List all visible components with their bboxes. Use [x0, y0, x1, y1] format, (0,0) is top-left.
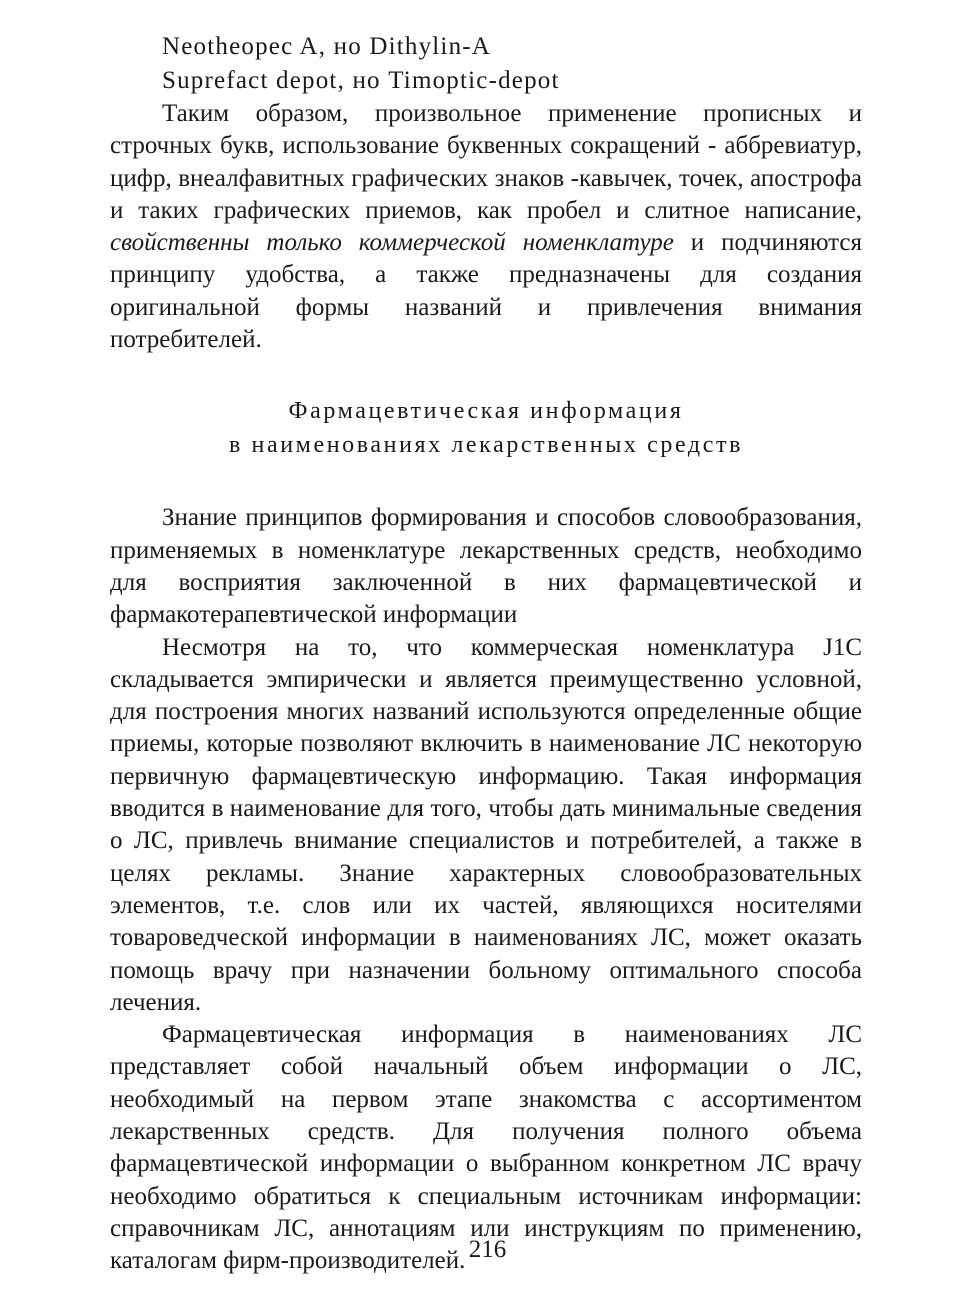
paragraph-summary: [110, 98, 862, 356]
example-line-1: Neotheopec A, но Dithylin-A: [162, 33, 492, 60]
paragraph-summary-italic: свойственны только коммерческой номенклатуре: [110, 229, 674, 257]
page-number: 216: [468, 1236, 507, 1263]
paragraph-knowledge: Знание принципов формирования и способов словообразования, применяемых в номенклатуре лекарственных средств, необходимо для восприятия заключенной в них фармацевтической и фармакотерапевтической информации: [110, 504, 862, 629]
paragraph-pharma-info: Фармацевтическая информация в наименованиях ЛС представляет собой начальный объем информации о ЛС, необходимый на первом этапе знакомства с ассортиментом лекарственных средств. Для получения полного объема фармацевтической информации о выбранном конкретном ЛС врачу необходимо обратиться к специальным источникам информации: справочникам ЛС, аннотациям или инструкциям по применению, каталогам фирм-производителей.: [110, 1021, 862, 1275]
example-line-2: Suprefact depot, но Timoptic-depot: [162, 67, 560, 94]
paragraph-summary-text-2: и подчиняются принципу удобства, а также предназначены для создания оригинальной формы названий и привлечения внимания потребителей.: [110, 229, 862, 354]
paragraph-nomenclature: Несмотря на то, что коммерческая номенклатура J1C складывается эмпирически и является преимущественно условной, для построения многих названий используются определенные общие приемы, которые позволяют включить в наименование ЛС некоторую первичную фармацевтическую информацию. Такая информация вводится в наименование для того, чтобы дать минимальные сведения о ЛС, привлечь внимание специалистов и потребителей, а также в целях рекламы. Знание характерных словообразовательных элементов, т.е. слов или их частей, являющихся носителями товароведческой информации в наименованиях ЛС, может оказать помощь врачу при назначении больному оптимального способа лечения.: [110, 633, 862, 1016]
document-page: [110, 30, 862, 1278]
paragraph-summary-text-1: Таким образом, произвольное применение прописных и строчных букв, использование буквенных сокращений - аббревиатур, цифр, внеалфавитных графических знаков -кавычек, точек, апострофа и таких графических приемов, как пробел и слитное написание,: [110, 100, 862, 224]
section-heading: [110, 394, 862, 462]
section-heading-line-1: Фармацевтическая информация: [288, 398, 684, 425]
section-heading-line-2: в наименованиях лекарственных средств: [229, 432, 743, 459]
